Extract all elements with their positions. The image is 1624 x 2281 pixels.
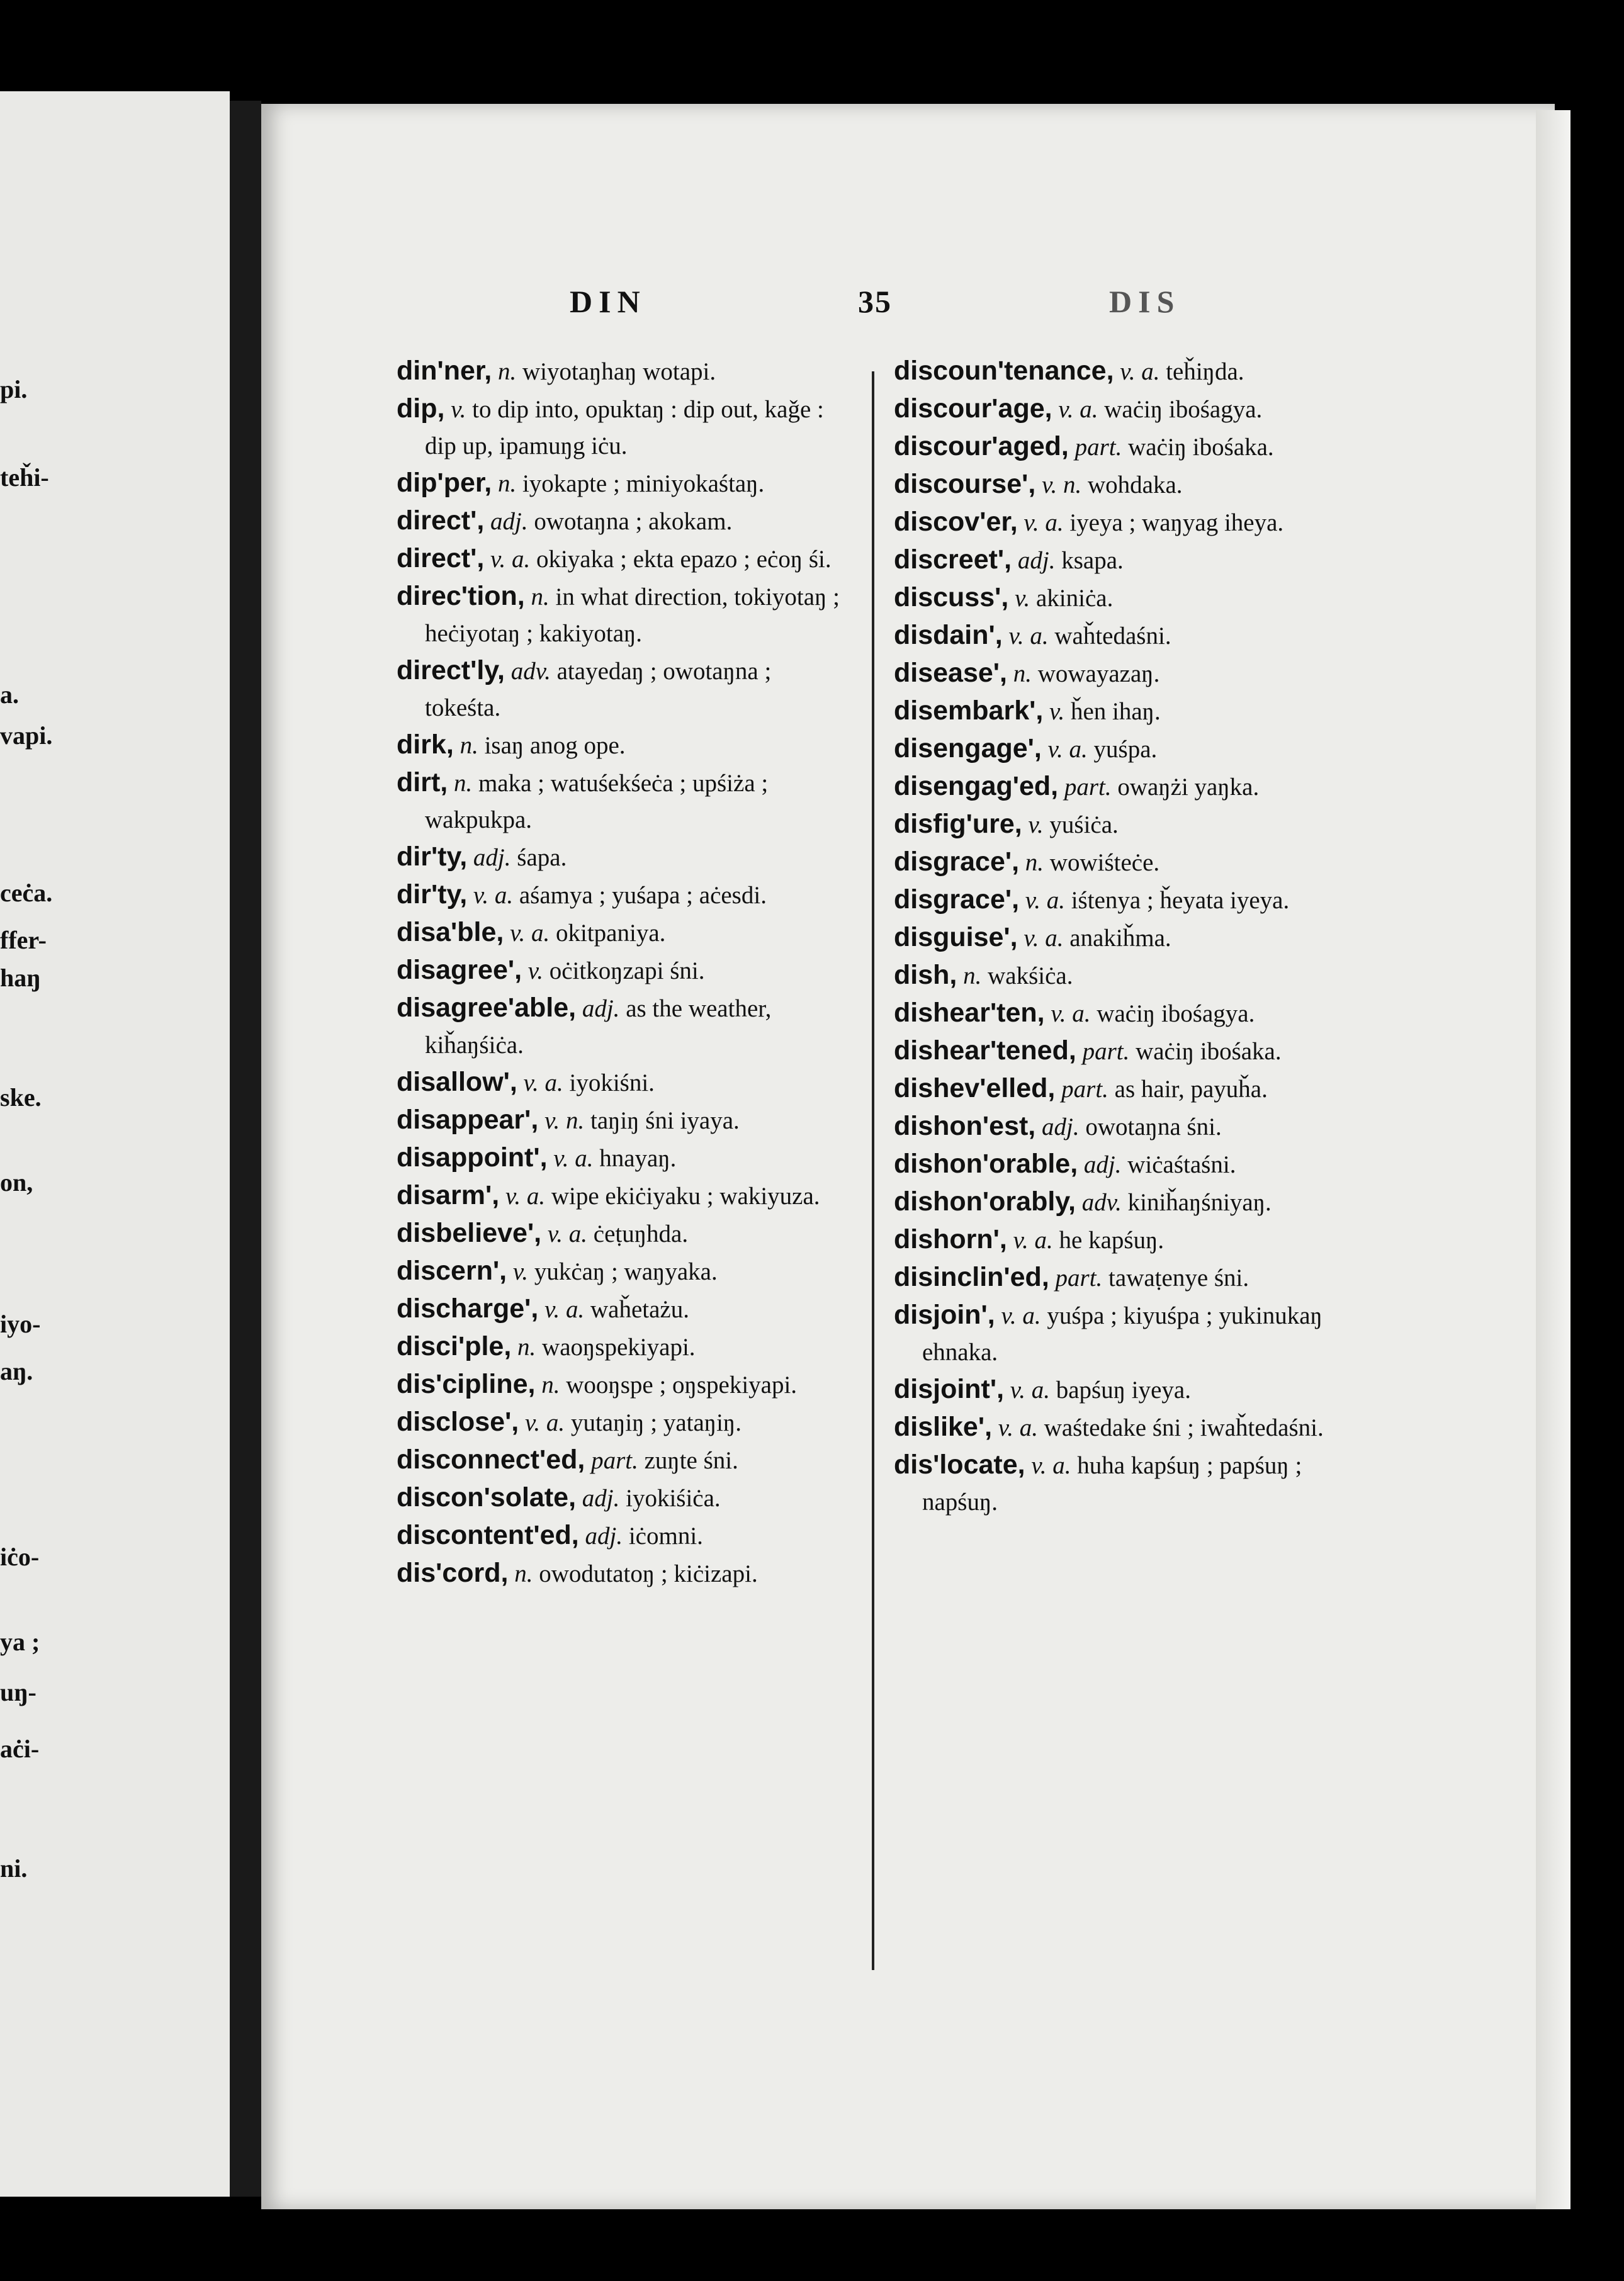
page-number: 35 (858, 284, 892, 319)
dictionary-entry (397, 1253, 850, 1290)
dictionary-entry (397, 1441, 850, 1479)
headword: dishorn', (894, 1224, 1007, 1254)
definition: kiniȟaŋśniyaŋ. (1127, 1189, 1272, 1216)
headword: disarm', (397, 1180, 500, 1210)
headword: direct', (397, 543, 485, 573)
dictionary-entry (397, 838, 850, 876)
definition: wipe ekiċiyaku ; wakiyuza. (551, 1183, 820, 1210)
definition: iyokiśiċa. (626, 1485, 721, 1512)
dictionary-entry (894, 1108, 1334, 1146)
dictionary-entry (894, 994, 1334, 1032)
definition: iyeya ; waŋyag iheya. (1069, 509, 1284, 536)
dictionary-entry (397, 1517, 850, 1555)
dictionary-entry (397, 652, 850, 726)
dictionary-entry (894, 806, 1334, 843)
dictionary-entry (397, 1177, 850, 1215)
part-of-speech: adv. (1081, 1189, 1122, 1216)
book-gutter (230, 101, 261, 2197)
headword: disbelieve', (397, 1218, 542, 1248)
definition: bapśuŋ iyeya. (1056, 1377, 1191, 1404)
left-column (397, 352, 850, 1592)
dictionary-entry (397, 726, 850, 764)
definition: ksapa. (1061, 547, 1124, 574)
dictionary-entry (397, 352, 850, 390)
definition: owotaŋna ; akokam. (534, 508, 733, 535)
part-of-speech: v. a. (1120, 358, 1160, 385)
dictionary-entry (894, 617, 1334, 655)
definition: huha kapśuŋ ; papśuŋ ; napśuŋ. (922, 1452, 1302, 1516)
headword: disengage', (894, 733, 1042, 763)
headword: dis'cord, (397, 1558, 509, 1588)
part-of-speech: v. (527, 957, 543, 984)
part-of-speech: v. a. (490, 546, 531, 573)
definition: waċiŋ ibośagya. (1097, 1000, 1255, 1027)
part-of-speech: adj. (582, 995, 620, 1022)
part-of-speech: n. (514, 1560, 533, 1587)
left-page-fragment: aċi- (0, 1735, 40, 1763)
headword: disjoin', (894, 1300, 995, 1330)
definition: waoŋspekiyapi. (542, 1334, 696, 1361)
dictionary-entry (894, 1446, 1334, 1521)
dictionary-entry (894, 919, 1334, 957)
dictionary-entry (397, 764, 850, 838)
left-page-fragment: ni. (0, 1854, 28, 1883)
definition: tawaṭenye śni. (1108, 1264, 1249, 1292)
left-page-fragment: iyo- (0, 1310, 41, 1338)
part-of-speech: part. (1064, 774, 1112, 801)
definition: iyokiśni. (569, 1069, 655, 1096)
part-of-speech: n. (963, 962, 982, 989)
dictionary-entry (397, 1404, 850, 1441)
headword: discon'solate, (397, 1482, 577, 1512)
part-of-speech: part. (591, 1447, 638, 1474)
definition: wohdaka. (1087, 471, 1183, 498)
part-of-speech: n. (1025, 849, 1044, 876)
definition: śapa. (517, 844, 567, 871)
dictionary-entry (397, 1290, 850, 1328)
part-of-speech: v. a. (473, 882, 514, 909)
part-of-speech: n. (497, 470, 517, 497)
definition: zuŋte śni. (644, 1447, 738, 1474)
headword: discour'age, (894, 393, 1052, 424)
left-page-fragment: pi. (0, 375, 28, 403)
definition: yutaŋiŋ ; yataŋiŋ. (570, 1409, 742, 1436)
dictionary-entry (397, 1555, 850, 1592)
dictionary-entry (894, 1259, 1334, 1297)
headword: dir'ty, (397, 842, 468, 872)
definition: waċiŋ ibośaka. (1136, 1038, 1282, 1065)
headword: disagree', (397, 955, 522, 985)
part-of-speech: v. a. (523, 1069, 563, 1096)
part-of-speech: v. a. (547, 1220, 588, 1248)
part-of-speech: v. a. (1013, 1227, 1053, 1254)
dictionary-entry (397, 876, 850, 914)
headword: discoun'tenance, (894, 356, 1114, 386)
dictionary-entry (397, 1328, 850, 1366)
part-of-speech: part. (1061, 1076, 1108, 1103)
part-of-speech: n. (460, 732, 478, 759)
headword: dish, (894, 960, 957, 990)
headword: disjoint', (894, 1374, 1005, 1404)
definition: okitpaniya. (556, 920, 666, 947)
left-page-fragment: aŋ. (0, 1357, 33, 1385)
part-of-speech: part. (1074, 434, 1122, 461)
headword: disease', (894, 658, 1007, 688)
part-of-speech: adj. (490, 508, 528, 535)
headword: discontent'ed, (397, 1520, 579, 1550)
part-of-speech: v. (1028, 811, 1044, 838)
definition: in what direction, tokiyotaŋ ; heċiyotaŋ ; kakiyotaŋ. (425, 583, 840, 647)
part-of-speech: adv. (510, 658, 551, 685)
headword: dishear'ten, (894, 998, 1045, 1028)
definition: yukċaŋ ; waŋyaka. (534, 1258, 718, 1285)
definition: akiniċa. (1035, 585, 1114, 612)
dictionary-entry (894, 768, 1334, 806)
definition: waȟtedaśni. (1054, 622, 1171, 650)
part-of-speech: v. a. (1058, 396, 1098, 423)
definition: iċomni. (628, 1523, 703, 1550)
dictionary-entry (894, 504, 1334, 541)
headword: direct', (397, 505, 485, 536)
dictionary-entry (397, 952, 850, 989)
dictionary-entry (397, 1215, 850, 1253)
part-of-speech: v. a. (1001, 1302, 1041, 1329)
left-page-fragment: iċo- (0, 1543, 40, 1571)
headword: discuss', (894, 582, 1009, 612)
headword: disembark', (894, 696, 1044, 726)
definition: ȟen ihaŋ. (1070, 698, 1161, 725)
left-page-fragment: uŋ- (0, 1678, 37, 1706)
left-page-fragment: ske. (0, 1083, 42, 1112)
headword: disdain', (894, 620, 1003, 650)
definition: aśamya ; yuśapa ; aċesdi. (519, 882, 767, 909)
definition: wooŋspe ; oŋspekiyapi. (566, 1371, 798, 1399)
headword: disgrace', (894, 884, 1020, 915)
headword: disallow', (397, 1067, 517, 1097)
definition: to dip into, opuktaŋ : dip out, kaǧe : dip up, ipamuŋg iċu. (425, 396, 824, 459)
part-of-speech: v. a. (505, 1183, 546, 1210)
dictionary-entry (894, 881, 1334, 919)
dictionary-entry (397, 1139, 850, 1177)
running-header-left: DIN (570, 284, 646, 319)
dictionary-entry (894, 1183, 1334, 1221)
left-page-fragment: vapi. (0, 721, 53, 750)
left-page-fragment: ceċa. (0, 879, 53, 907)
definition: owodutatoŋ ; kiċizapi. (539, 1560, 758, 1587)
dictionary-entry (894, 1070, 1334, 1108)
part-of-speech: v. a. (1025, 887, 1065, 914)
dictionary-entry (397, 1101, 850, 1139)
left-page-fragment: a. (0, 680, 19, 709)
definition: wowiśteċe. (1049, 849, 1160, 876)
part-of-speech: v. n. (544, 1107, 585, 1134)
headword: dislike', (894, 1412, 993, 1442)
definition: yuśiċa. (1049, 811, 1119, 838)
definition: waċiŋ ibośagya. (1104, 396, 1263, 423)
dictionary-entry (894, 352, 1334, 390)
part-of-speech: v. a. (1051, 1000, 1091, 1027)
part-of-speech: v. a. (525, 1409, 565, 1436)
headword: discour'aged, (894, 431, 1069, 461)
dictionary-entry (894, 579, 1334, 617)
dictionary-entry (894, 692, 1334, 730)
part-of-speech: v. a. (1047, 736, 1088, 763)
part-of-speech: n. (497, 358, 517, 385)
dictionary-entry (397, 502, 850, 540)
definition: hnayaŋ. (599, 1145, 677, 1172)
headword: dip'per, (397, 468, 492, 498)
headword: disconnect'ed, (397, 1445, 585, 1475)
headword: disclose', (397, 1407, 519, 1437)
definition: as the weather, kiȟaŋśiċa. (425, 995, 772, 1059)
definition: as hair, payuȟa. (1114, 1076, 1268, 1103)
dictionary-entry (894, 957, 1334, 994)
definition: waśtedake śni ; iwaȟtedaśni. (1044, 1414, 1324, 1441)
definition: wiċaśtaśni. (1127, 1151, 1236, 1178)
part-of-speech: n. (541, 1371, 560, 1399)
headword: discern', (397, 1256, 507, 1286)
dictionary-entry (894, 730, 1334, 768)
dictionary-entry (397, 540, 850, 578)
part-of-speech: v. a. (1010, 1377, 1050, 1404)
dictionary-entry (894, 428, 1334, 466)
definition: wakśiċa. (988, 962, 1073, 989)
part-of-speech: adj. (1042, 1113, 1080, 1140)
part-of-speech: v. a. (1023, 925, 1064, 952)
part-of-speech: v. n. (1042, 471, 1082, 498)
part-of-speech: adj. (1017, 547, 1056, 574)
dictionary-entry (397, 914, 850, 952)
headword: din'ner, (397, 356, 492, 386)
headword: dishev'elled, (894, 1073, 1056, 1103)
part-of-speech: v. (451, 396, 466, 423)
definition: ċeṭuŋhda. (593, 1220, 689, 1248)
headword: dishon'orable, (894, 1149, 1078, 1179)
dictionary-entry (894, 843, 1334, 881)
left-page-fragment: teȟi- (0, 463, 49, 492)
dictionary-entry (894, 1297, 1334, 1371)
definition: oċitkoŋzapi śni. (549, 957, 705, 984)
headword: direc'tion, (397, 581, 525, 611)
part-of-speech: part. (1055, 1264, 1103, 1292)
part-of-speech: adj. (473, 844, 511, 871)
headword: dis'cipline, (397, 1369, 536, 1399)
definition: isaŋ anog ope. (484, 732, 626, 759)
headword: disgrace', (894, 847, 1020, 877)
dictionary-entry (894, 1221, 1334, 1259)
headword: dirt, (397, 767, 448, 797)
headword: disappear', (397, 1105, 539, 1135)
dictionary-entry (894, 1371, 1334, 1409)
dictionary-entry (397, 1366, 850, 1404)
part-of-speech: v. a. (553, 1145, 594, 1172)
definition: taŋiŋ śni iyaya. (590, 1107, 740, 1134)
part-of-speech: n. (517, 1334, 536, 1361)
part-of-speech: v. a. (1023, 509, 1064, 536)
headword: dis'locate, (894, 1450, 1025, 1480)
definition: waȟetażu. (590, 1296, 689, 1323)
headword: dip, (397, 393, 445, 424)
headword: disfig'ure, (894, 809, 1022, 839)
headword: dishon'est, (894, 1111, 1036, 1141)
dictionary-entry (397, 390, 850, 465)
part-of-speech: v. (1049, 698, 1065, 725)
definition: yuśpa. (1093, 736, 1158, 763)
part-of-speech: v. a. (1008, 622, 1049, 650)
definition: atayedaŋ ; owotaŋna ; tokeśta. (425, 658, 772, 721)
definition: yuśpa ; kiyuśpa ; yukinukaŋ ehnaka. (922, 1302, 1322, 1366)
dictionary-entry (894, 655, 1334, 692)
headword: direct'ly, (397, 655, 505, 685)
definition: he kapśuŋ. (1059, 1227, 1164, 1254)
definition: iśtenya ; ȟeyata iyeya. (1071, 887, 1290, 914)
dictionary-entry (894, 466, 1334, 504)
headword: dishon'orably, (894, 1186, 1076, 1217)
headword: disguise', (894, 922, 1018, 952)
part-of-speech: part. (1082, 1038, 1130, 1065)
part-of-speech: adj. (585, 1523, 623, 1550)
headword: disinclin'ed, (894, 1262, 1049, 1292)
definition: waċiŋ ibośaka. (1128, 434, 1274, 461)
headword: dirk, (397, 729, 454, 760)
part-of-speech: v. a. (510, 920, 550, 947)
definition: anakiȟma. (1069, 925, 1171, 952)
part-of-speech: adj. (1083, 1151, 1122, 1178)
part-of-speech: v. a. (1031, 1452, 1071, 1479)
dictionary-entry (397, 989, 850, 1064)
part-of-speech: n. (1013, 660, 1032, 687)
dictionary-entry (397, 578, 850, 652)
headword: discreet', (894, 544, 1012, 575)
dictionary-entry (894, 390, 1334, 428)
dictionary-entry (894, 1146, 1334, 1183)
definition: owotaŋna śni. (1085, 1113, 1222, 1140)
left-page-fragment: on, (0, 1168, 33, 1197)
headword: discov'er, (894, 507, 1018, 537)
part-of-speech: v. (1015, 585, 1030, 612)
headword: discourse', (894, 469, 1036, 499)
left-page-fragment: ya ; (0, 1628, 40, 1656)
headword: disa'ble, (397, 917, 504, 947)
headword: disagree'able, (397, 993, 577, 1023)
definition: iyokapte ; miniyokaśtaŋ. (522, 470, 765, 497)
right-column (894, 352, 1334, 1521)
part-of-speech: n. (531, 583, 550, 611)
dictionary-entry (894, 541, 1334, 579)
dictionary-entry (894, 1032, 1334, 1070)
definition: owaŋżi yaŋka. (1117, 774, 1260, 801)
definition: teȟiŋda. (1166, 358, 1244, 385)
dictionary-entry (397, 1479, 850, 1517)
column-divider (872, 371, 874, 1970)
part-of-speech: v. a. (544, 1296, 585, 1323)
definition: maka ; watuśekśeċa ; upśiża ; wakpukpa. (425, 770, 769, 833)
headword: discharge', (397, 1293, 539, 1324)
left-page-fragment: haŋ (0, 964, 41, 992)
definition: okiyaka ; ekta epazo ; eċoŋ śi. (536, 546, 832, 573)
headword: dishear'tened, (894, 1035, 1076, 1066)
running-header-right: DIS (1109, 284, 1181, 319)
left-page-fragment: ffer- (0, 926, 47, 954)
part-of-speech: v. (512, 1258, 529, 1285)
page-edge (1536, 110, 1570, 2209)
dictionary-entry (894, 1409, 1334, 1446)
dictionary-entry (397, 465, 850, 502)
headword: disengag'ed, (894, 771, 1059, 801)
dictionary-entry (397, 1064, 850, 1101)
part-of-speech: v. a. (998, 1414, 1038, 1441)
headword: dir'ty, (397, 879, 468, 910)
definition: wiyotaŋhaŋ wotapi. (522, 358, 716, 385)
headword: disappoint', (397, 1142, 548, 1173)
previous-page-edge (0, 91, 230, 2197)
part-of-speech: n. (453, 770, 473, 797)
part-of-speech: adj. (582, 1485, 620, 1512)
headword: disci'ple, (397, 1331, 512, 1361)
definition: wowayazaŋ. (1037, 660, 1160, 687)
